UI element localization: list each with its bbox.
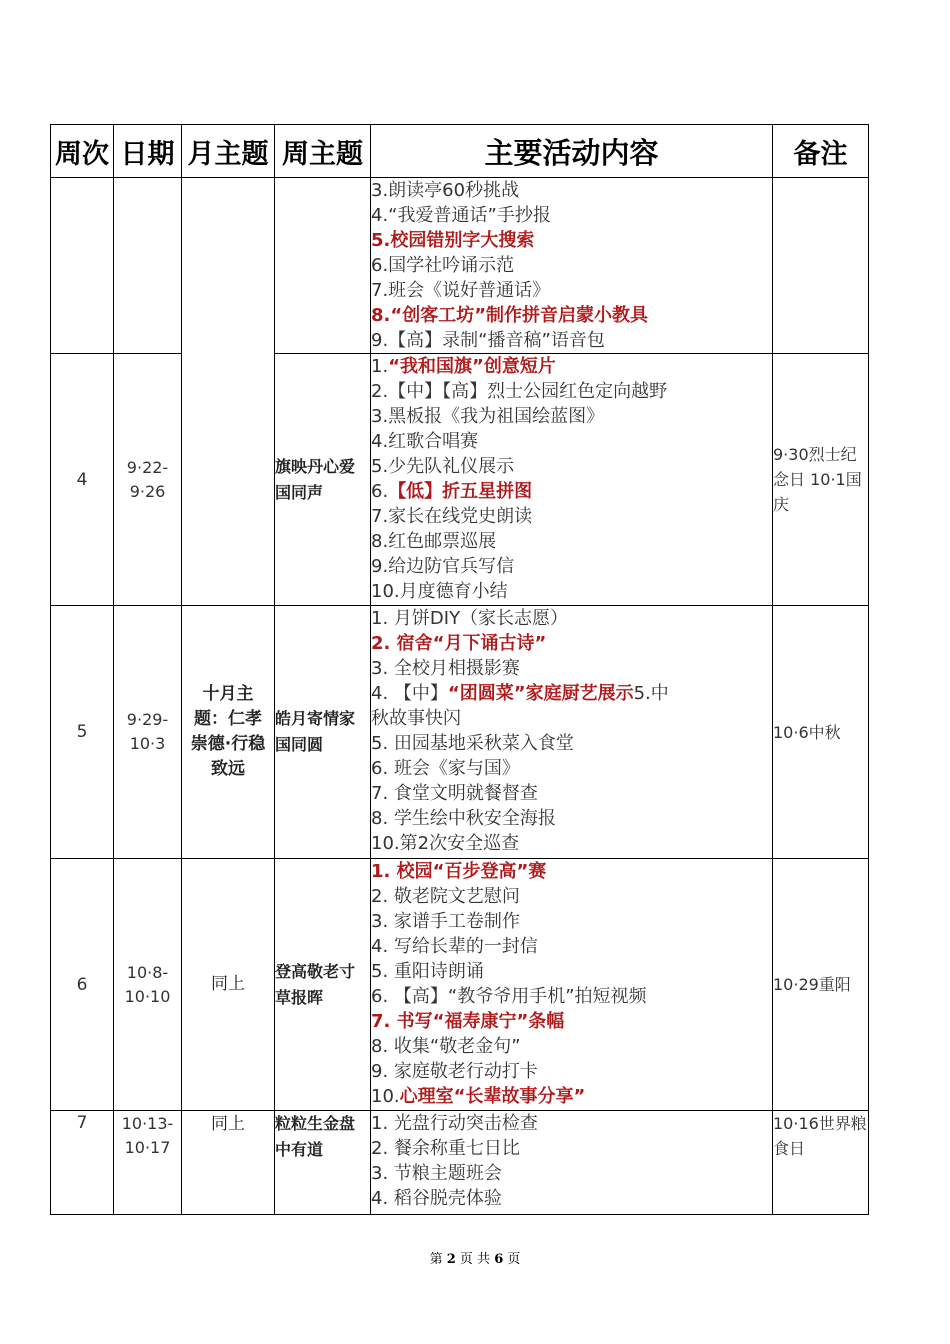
- activity-item-highlight: 2. 宿舍“月下诵古诗”: [371, 633, 547, 654]
- activity-item: 8.红色邮票巡展: [371, 531, 497, 552]
- week-theme-cell: 粒粒生金盘中有道: [275, 1111, 371, 1215]
- activities-cell: [371, 859, 773, 1111]
- activity-item: 7.家长在线党史朗读: [371, 506, 533, 527]
- header-date: 日期: [114, 125, 182, 178]
- month-theme-cell: 同上: [182, 1111, 275, 1215]
- activity-item: 9.给边防官兵写信: [371, 556, 515, 577]
- activity-item: 4. 稻谷脱壳体验: [371, 1188, 502, 1209]
- header-week: 周次: [51, 125, 114, 178]
- footer-middle: 页 共: [459, 1252, 491, 1267]
- activity-item: 2. 敬老院文艺慰问: [371, 886, 520, 907]
- activity-item: 3. 家谱手工卷制作: [371, 911, 520, 932]
- activity-item-highlight: 5.校园错别字大搜索: [371, 230, 535, 251]
- table-row: [51, 859, 869, 1111]
- table-row: [51, 178, 869, 354]
- header-week-theme: 周主题: [275, 125, 371, 178]
- activity-item: 7. 食堂文明就餐督查: [371, 783, 538, 804]
- table-row: [51, 354, 869, 606]
- activity-highlight: 【低】折五星拼图: [388, 481, 533, 502]
- activity-item: 9. 家庭敬老行动打卡: [371, 1061, 538, 1082]
- activity-item: 7.班会《说好普通话》: [371, 280, 551, 301]
- activity-item: 3. 节粮主题班会: [371, 1163, 502, 1184]
- activity-item: 5.少先队礼仪展示: [371, 456, 515, 477]
- note-cell: 9·30烈士纪念日 10·1国庆: [773, 354, 869, 606]
- activity-item: 1. 光盘行动突击检查: [371, 1113, 538, 1134]
- activity-item: 4. 写给长辈的一封信: [371, 936, 538, 957]
- note-cell: 10·6中秋: [773, 606, 869, 859]
- activity-item: 4.红歌合唱赛: [371, 431, 479, 452]
- header-activities: 主要活动内容: [371, 125, 773, 178]
- activity-item: 2.【中】【高】烈士公园红色定向越野: [371, 381, 668, 402]
- activities-cell: [371, 606, 773, 859]
- header-month-theme: 月主题: [182, 125, 275, 178]
- date-cell: 9·22-9·26: [114, 354, 182, 606]
- footer-total-pages: 6: [494, 1252, 504, 1267]
- activity-item: 6. 班会《家与国》: [371, 758, 520, 779]
- schedule-table: [50, 124, 869, 1215]
- activity-continued: 5.中: [633, 683, 669, 704]
- date-cell: [114, 178, 182, 354]
- activity-item: 1. 月饼DIY（家长志愿）: [371, 608, 569, 629]
- week-cell: 6: [51, 859, 114, 1111]
- note-cell: 10·16世界粮食日: [773, 1111, 869, 1215]
- activity-highlight: “团圆菜”家庭厨艺展示: [447, 683, 634, 704]
- activity-item: 8. 学生绘中秋安全海报: [371, 808, 556, 829]
- activity-item-highlight: 7. 书写“福寿康宁”条幅: [371, 1011, 565, 1032]
- table-row: [51, 1111, 869, 1215]
- activity-number: 4. 【中】: [371, 683, 448, 704]
- page-footer: [0, 1248, 950, 1267]
- footer-page-number: 2: [446, 1252, 456, 1267]
- activity-item: 秋故事快闪: [371, 708, 461, 729]
- activity-item: 2. 餐余称重七日比: [371, 1138, 520, 1159]
- header-note: 备注: [773, 125, 869, 178]
- footer-suffix: 页: [507, 1252, 521, 1267]
- activity-highlight: 心理室“长辈故事分享”: [399, 1086, 586, 1107]
- activity-item: 6. 【高】“教爷爷用手机”拍短视频: [371, 986, 647, 1007]
- activity-highlight: “我和国旗”创意短片: [388, 356, 556, 377]
- activity-item-highlight: 8.“创客工坊”制作拼音启蒙小教具: [371, 305, 649, 326]
- activity-item: [371, 354, 772, 379]
- activity-item: 3.朗读亭60秒挑战: [371, 180, 520, 201]
- activity-item: 8. 收集“敬老金句”: [371, 1036, 521, 1057]
- week-cell: 5: [51, 606, 114, 859]
- week-cell: 4: [51, 354, 114, 606]
- activity-item: 10.月度德育小结: [371, 581, 508, 602]
- footer-prefix: 第: [429, 1252, 443, 1267]
- date-cell: 10·13-10·17: [114, 1111, 182, 1215]
- week-cell: 7: [51, 1111, 114, 1215]
- activity-number: 6.: [371, 481, 389, 502]
- week-theme-cell: 登高敬老寸草报晖: [275, 859, 371, 1111]
- activities-cell: [371, 1111, 773, 1215]
- month-theme-cell: 同上: [182, 859, 275, 1111]
- activity-item: 4.“我爱普通话”手抄报: [371, 205, 551, 226]
- note-cell: [773, 178, 869, 354]
- activity-item: 9.【高】录制“播音稿”语音包: [371, 330, 605, 351]
- activity-number: 1.: [371, 356, 389, 377]
- activity-item: 6.国学社吟诵示范: [371, 255, 515, 276]
- activity-item: [371, 479, 772, 504]
- week-theme-cell: 旗映丹心爱国同声: [275, 354, 371, 606]
- note-cell: 10·29重阳: [773, 859, 869, 1111]
- activity-item: 3.黑板报《我为祖国绘蓝图》: [371, 406, 605, 427]
- header-row: [51, 125, 869, 178]
- activity-item: 3. 全校月相摄影赛: [371, 658, 520, 679]
- week-theme-cell: 皓月寄情家国同圆: [275, 606, 371, 859]
- activity-item: 5. 重阳诗朗诵: [371, 961, 484, 982]
- activities-cell: [371, 178, 773, 354]
- table-row: [51, 606, 869, 859]
- activities-cell: [371, 354, 773, 606]
- activity-number: 10.: [371, 1086, 400, 1107]
- activity-item: [371, 681, 772, 706]
- week-theme-cell: [275, 178, 371, 354]
- date-cell: 10·8-10·10: [114, 859, 182, 1111]
- date-cell: 9·29-10·3: [114, 606, 182, 859]
- week-cell: [51, 178, 114, 354]
- month-theme-cell: 十月主题：仁孝崇德·行稳致远: [182, 606, 275, 859]
- activity-item-highlight: 1. 校园“百步登高”赛: [371, 861, 547, 882]
- activity-item: 5. 田园基地采秋菜入食堂: [371, 733, 574, 754]
- activity-item: [371, 1084, 772, 1109]
- activity-item: 10.第2次安全巡查: [371, 833, 520, 854]
- month-theme-cell: [182, 178, 275, 606]
